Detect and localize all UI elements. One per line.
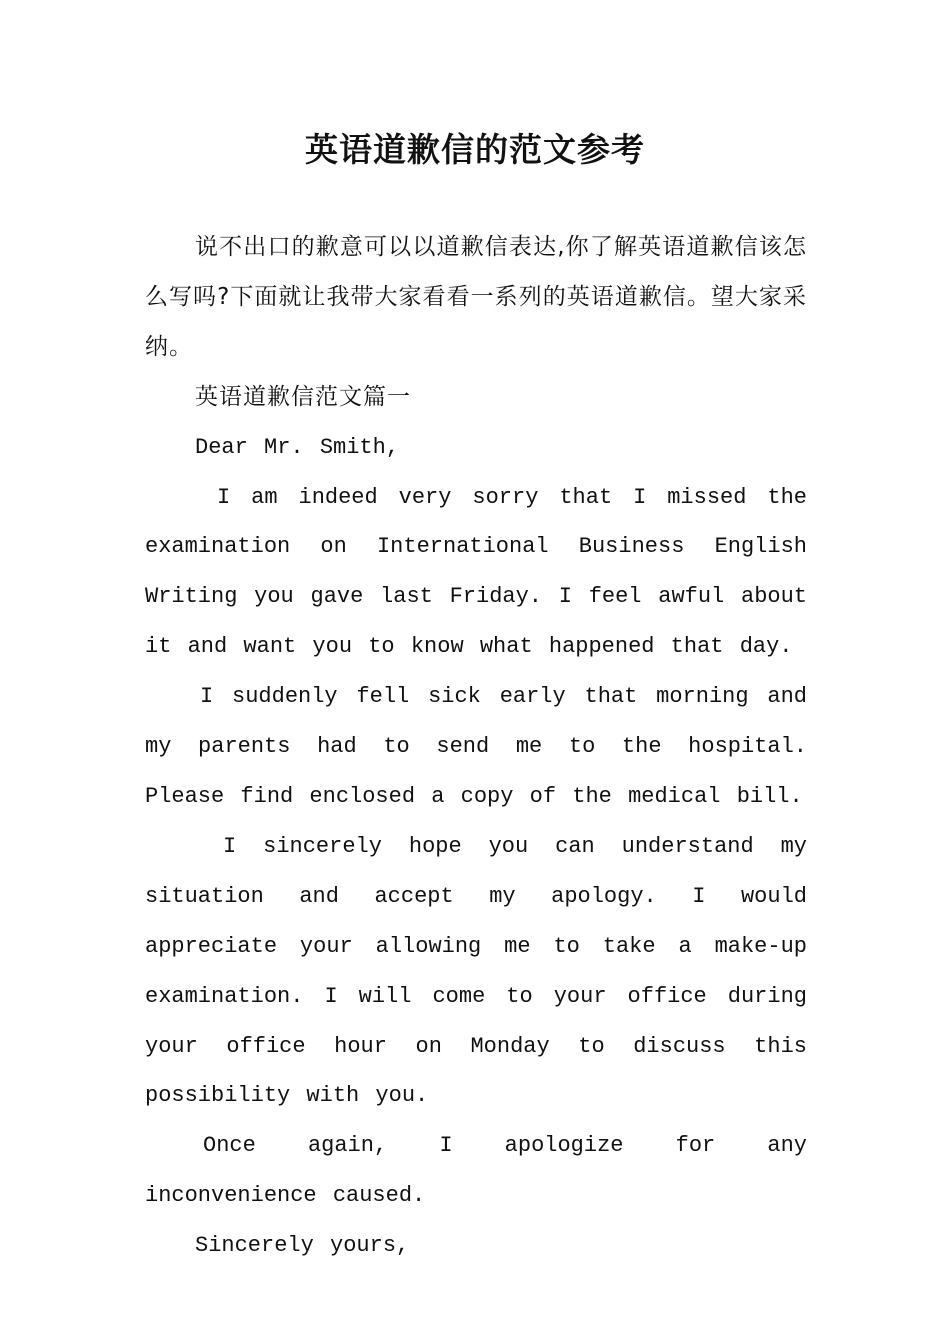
section-heading: 英语道歉信范文篇一	[195, 383, 411, 410]
document-body	[145, 223, 807, 1271]
document-title: 英语道歉信的范文参考	[305, 130, 645, 169]
intro-paragraph: 说不出口的歉意可以以道歉信表达,你了解英语道歉信该怎么写吗?下面就让我带大家看看一系列的英语道歉信。望大家采纳。	[145, 234, 807, 360]
letter-paragraph-3: I sincerely hope you can understand my situation and accept my apology. I would appreciate your allowing me to take a make-up examination. I will come to your office during your office hour on Monday to discuss this possibility with you.	[145, 833, 807, 1109]
salutation: Dear Mr. Smith,	[195, 434, 400, 460]
closing: Sincerely yours,	[195, 1233, 410, 1259]
letter-paragraph-4: Once again, I apologize for any inconvenience caused.	[145, 1133, 807, 1209]
letter-paragraph-1: I am indeed very sorry that I missed the examination on International Business English Writing you gave last Friday. I feel awful about it and want you to know what happened that day.	[145, 484, 807, 660]
letter-paragraph-2: I suddenly fell sick early that morning and my parents had to send me to the hospital. Please find enclosed a copy of the medical bill.	[145, 684, 807, 809]
